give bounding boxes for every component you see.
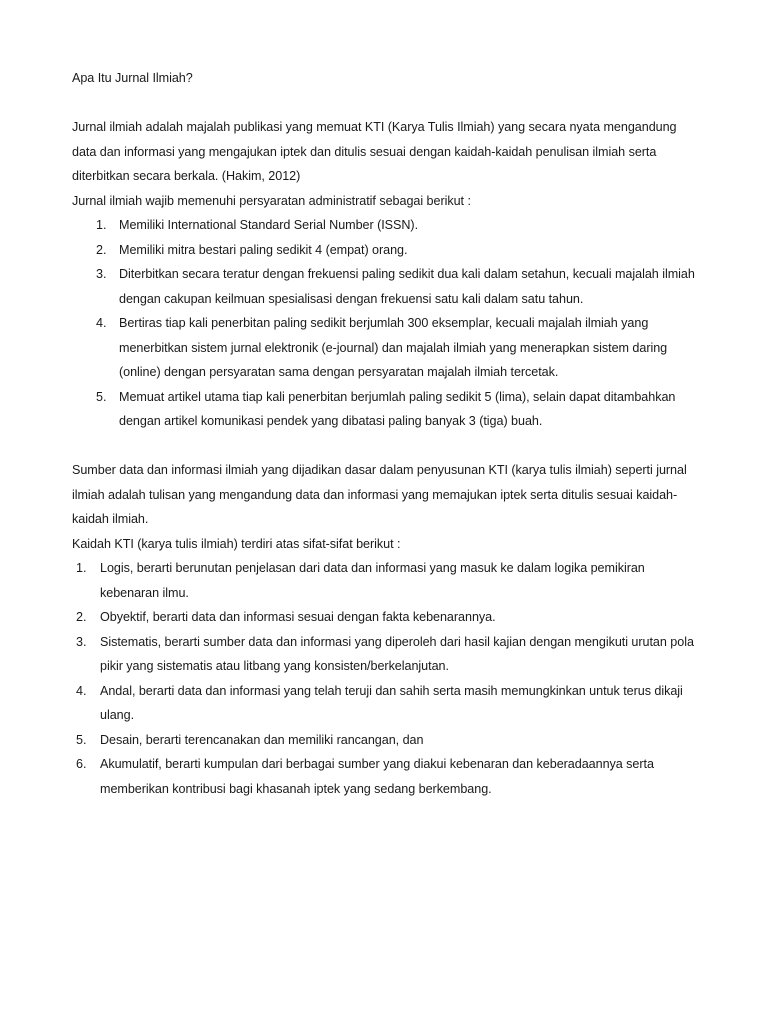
rule-item xyxy=(72,679,700,728)
list-number: 1. xyxy=(76,561,87,575)
source-paragraph: Sumber data dan informasi ilmiah yang dijadikan dasar dalam penyusunan KTI (karya tulis ilmiah) seperti jurnal ilmiah adalah tulisan yang mengandung data dan informasi yang memajukan iptek serta ditulis sesuai kaidah-kaidah ilmiah. xyxy=(72,463,687,526)
rule-item xyxy=(72,556,700,605)
rules-list xyxy=(72,556,700,801)
list-item-text: Memiliki mitra bestari paling sedikit 4 (empat) orang. xyxy=(119,242,408,257)
rule-item xyxy=(72,605,700,630)
blank-line xyxy=(72,91,700,116)
list-number: 3. xyxy=(76,634,87,649)
list-number: 2. xyxy=(76,610,87,624)
list-number: 4. xyxy=(76,683,87,698)
list-item-text: Akumulatif, berarti kumpulan dari berbagai sumber yang diakui kebenaran dan keberadaannya serta memberikan kontribusi bagi khasanah iptek yang sedang berkembang. xyxy=(100,757,654,796)
requirement-item xyxy=(72,238,700,263)
list-item-text: Logis, berarti berunutan penjelasan dari data dan informasi yang masuk ke dalam logika pemikiran kebenaran ilmu. xyxy=(100,561,645,600)
requirements-intro: Jurnal ilmiah wajib memenuhi persyaratan administratif sebagai berikut : xyxy=(72,193,471,208)
document-title: Apa Itu Jurnal Ilmiah? xyxy=(72,71,193,85)
list-item-text: Sistematis, berarti sumber data dan informasi yang diperoleh dari hasil kajian dengan mengikuti urutan pola pikir yang sistematis atau litbang yang konsisten/berkelanjutan. xyxy=(100,634,694,673)
rule-item xyxy=(72,728,700,753)
rule-item xyxy=(72,752,700,801)
list-number: 6. xyxy=(76,757,87,771)
requirement-item xyxy=(72,213,700,238)
list-item-text: Bertiras tiap kali penerbitan paling sedikit berjumlah 300 eksemplar, kecuali majalah ilmiah yang menerbitkan sistem jurnal elektronik (e-journal) dan majalah ilmiah yang menerapkan sistem daring (online) dengan persyaratan sama dengan persyaratan majalah ilmiah tercetak. xyxy=(119,316,668,379)
intro-paragraph: Jurnal ilmiah adalah majalah publikasi yang memuat KTI (Karya Tulis Ilmiah) yang secara nyata mengandung data dan informasi yang mengajukan iptek dan ditulis sesuai dengan kaidah-kaidah penulisan ilmiah serta diterbitkan secara berkala. (Hakim, 2012) xyxy=(72,120,677,183)
list-number: 5. xyxy=(76,732,87,747)
list-number: 5. xyxy=(96,389,107,404)
list-item-text: Andal, berarti data dan informasi yang telah teruji dan sahih serta masih memungkinkan untuk terus dikaji ulang. xyxy=(100,683,683,722)
list-number: 3. xyxy=(96,267,107,281)
rules-intro: Kaidah KTI (karya tulis ilmiah) terdiri atas sifat-sifat berikut : xyxy=(72,536,401,551)
list-item-text: Desain, berarti terencanakan dan memiliki rancangan, dan xyxy=(100,732,424,747)
requirement-item xyxy=(72,311,700,385)
list-item-text: Memiliki International Standard Serial Number (ISSN). xyxy=(119,218,419,232)
list-item-text: Diterbitkan secara teratur dengan frekuensi paling sedikit dua kali dalam setahun, kecuali majalah ilmiah dengan cakupan keilmuan spesialisasi dengan frekuensi satu kali dalam satu tahun. xyxy=(119,267,695,306)
list-number: 1. xyxy=(96,218,107,232)
list-number: 2. xyxy=(96,242,107,257)
requirements-list xyxy=(72,213,700,434)
requirement-item xyxy=(72,385,700,434)
document-body xyxy=(72,66,700,801)
list-number: 4. xyxy=(96,316,107,330)
requirement-item xyxy=(72,262,700,311)
list-item-text: Memuat artikel utama tiap kali penerbitan berjumlah paling sedikit 5 (lima), selain dapat ditambahkan dengan artikel komunikasi pendek yang dibatasi paling banyak 3 (tiga) buah. xyxy=(119,389,676,428)
list-item-text: Obyektif, berarti data dan informasi sesuai dengan fakta kebenarannya. xyxy=(100,610,496,624)
blank-line xyxy=(72,434,700,459)
rule-item xyxy=(72,630,700,679)
